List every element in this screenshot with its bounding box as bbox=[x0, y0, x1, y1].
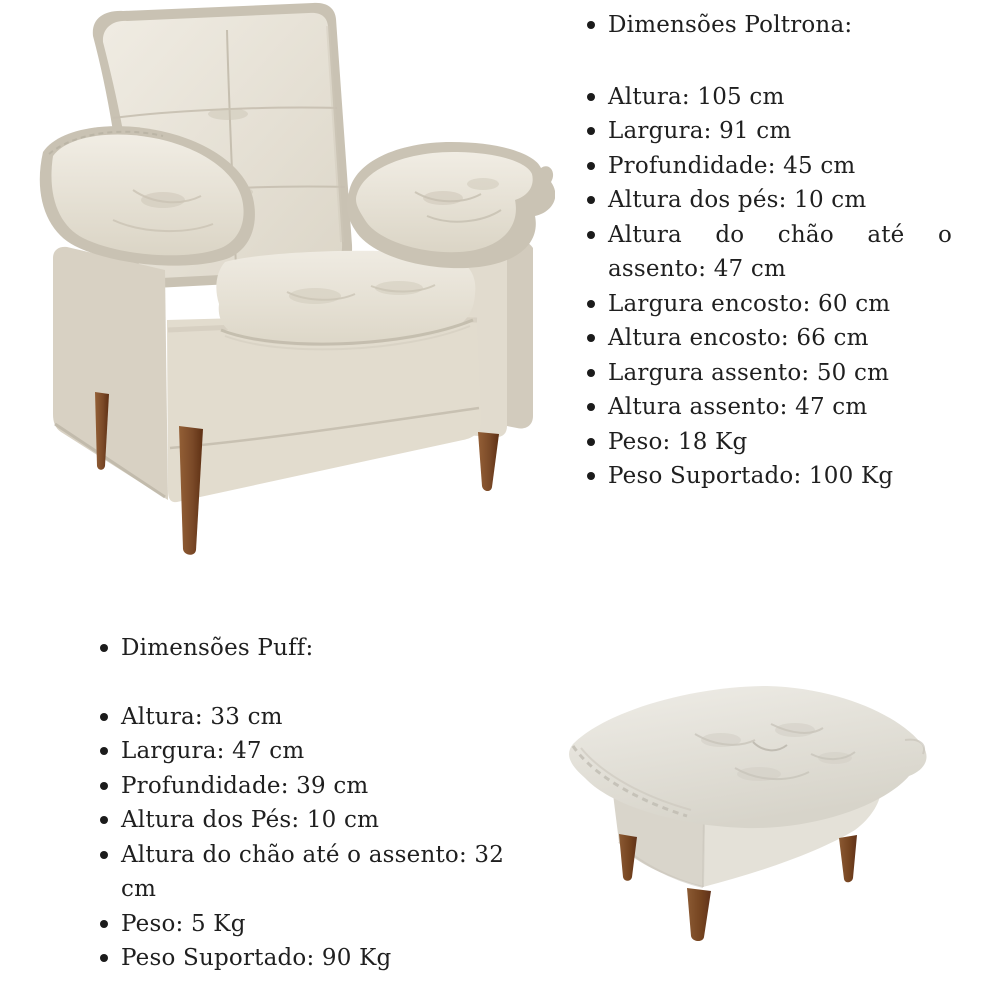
armchair-right-arm-pillow bbox=[347, 142, 555, 268]
spec-item: Altura: 33 cm bbox=[121, 700, 527, 735]
puff-specs-items bbox=[97, 700, 527, 976]
puff-illustration bbox=[553, 646, 965, 998]
spec-item: Largura: 91 cm bbox=[608, 114, 952, 149]
spec-item: Peso: 5 Kg bbox=[121, 907, 527, 942]
armchair-leg-front-left bbox=[179, 426, 203, 555]
spec-item: Largura assento: 50 cm bbox=[608, 356, 952, 391]
spec-item: Altura do chão até o assento: 47 cm bbox=[608, 218, 952, 287]
puff-leg-right bbox=[839, 835, 857, 882]
spec-item: Altura: 105 cm bbox=[608, 80, 952, 115]
armchair-photo bbox=[15, 0, 555, 585]
spec-item: Altura encosto: 66 cm bbox=[608, 321, 952, 356]
spec-item: Altura assento: 47 cm bbox=[608, 390, 952, 425]
puff-leg-front bbox=[687, 888, 711, 941]
spec-item: Peso Suportado: 90 Kg bbox=[121, 941, 527, 976]
poltrona-specs-heading: Dimensões Poltrona: bbox=[608, 8, 952, 43]
armchair-left-side-panel bbox=[53, 247, 168, 500]
spec-item: Peso Suportado: 100 Kg bbox=[608, 459, 952, 494]
spec-item: Profundidade: 39 cm bbox=[121, 769, 527, 804]
poltrona-specs-section bbox=[584, 8, 952, 494]
spec-item: Largura encosto: 60 cm bbox=[608, 287, 952, 322]
puff-leg-back-left bbox=[619, 834, 637, 881]
spec-item: Altura do chão até o assento: 32 cm bbox=[121, 838, 527, 907]
spec-item: Peso: 18 Kg bbox=[608, 425, 952, 460]
poltrona-specs-items bbox=[584, 80, 952, 494]
puff-specs-section bbox=[97, 631, 527, 976]
armchair-leg-front-right bbox=[478, 432, 499, 491]
puff-photo bbox=[553, 646, 965, 998]
spec-item: Largura: 47 cm bbox=[121, 734, 527, 769]
puff-specs-heading-list bbox=[97, 631, 527, 666]
poltrona-specs-heading-list bbox=[584, 8, 952, 43]
armchair-illustration bbox=[15, 0, 555, 585]
spec-item: Profundidade: 45 cm bbox=[608, 149, 952, 184]
puff-specs-heading: Dimensões Puff: bbox=[121, 631, 527, 666]
spec-item: Altura dos Pés: 10 cm bbox=[121, 803, 527, 838]
spec-item: Altura dos pés: 10 cm bbox=[608, 183, 952, 218]
